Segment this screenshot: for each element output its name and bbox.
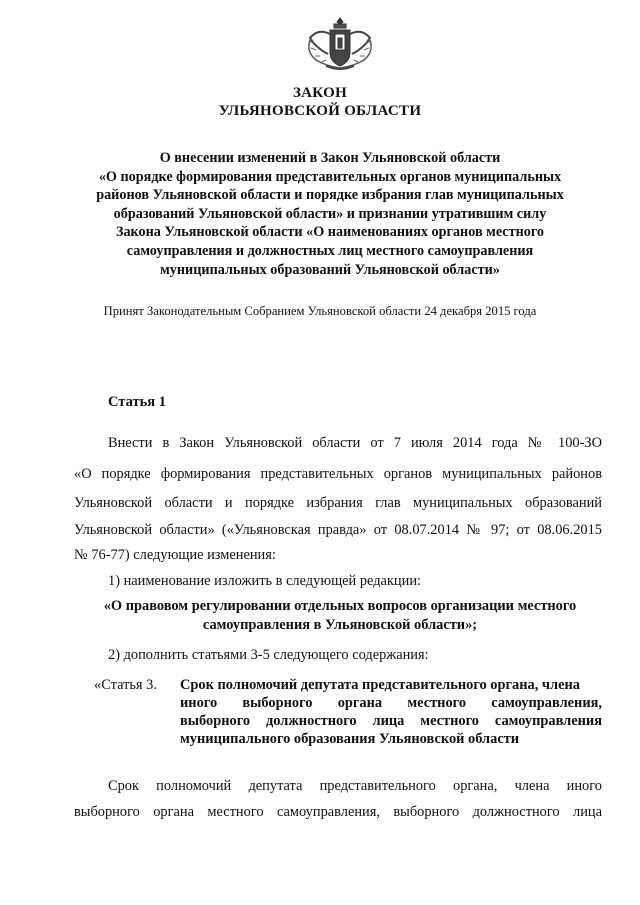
heading-line: самоуправления и должностных лиц местного самоуправления	[126, 242, 534, 259]
item-2: 2) дополнить статьями 3-5 следующего содержания:	[108, 647, 429, 663]
paragraph-line: Внести в Закон Ульяновской области от 7 июля 2014 года № 100-ЗО	[108, 435, 602, 451]
law-title	[0, 84, 640, 120]
heading-line: муниципальных образований Ульяновской области»	[160, 261, 500, 278]
law-heading	[70, 149, 590, 279]
paragraph-line: № 76-77) следующие изменения:	[74, 547, 276, 563]
law-title-line-2: УЛЬЯНОВСКОЙ ОБЛАСТИ	[218, 103, 422, 119]
law-title-line-1: ЗАКОН	[292, 85, 348, 101]
article-3-title-line: выборного должностного лица местного самоуправления	[180, 713, 602, 729]
item-1: 1) наименование изложить в следующей редакции:	[108, 573, 422, 589]
heading-line: районов Ульяновской области и порядке избрания глав муниципальных	[96, 187, 564, 204]
item-1-text-line: «О правовом регулировании отдельных вопросов организации местного	[103, 598, 577, 614]
heading-line: Закона Ульяновской области «О наименованиях органов местного	[115, 224, 545, 241]
paragraph-line: выборного органа местного самоуправления, выборного должностного лица	[74, 804, 602, 820]
heading-line: О внесении изменений в Закон Ульяновской области	[159, 150, 501, 166]
paragraph-line: «О порядке формирования представительных органов муниципальных районов	[74, 466, 602, 482]
item-1-text-line: самоуправления в Ульяновской области»;	[202, 617, 478, 633]
heading-line: «О порядке формирования представительных органов муниципальных	[98, 168, 562, 185]
coat-of-arms-emblem-icon	[300, 14, 380, 72]
paragraph-line: Срок полномочий депутата представительного органа, члена иного	[108, 778, 602, 794]
article-3-title-line: Срок полномочий депутата представительного органа, члена	[180, 677, 580, 693]
heading-line: образований Ульяновской области» и признании утратившим силу	[113, 205, 547, 222]
article-3-title-line: муниципального образования Ульяновской области	[180, 731, 520, 747]
paragraph-line: Ульяновской области» («Ульяновская правда» от 08.07.2014 № 97; от 08.06.2015	[74, 522, 602, 538]
adoption-note: Принят Законодательным Собранием Ульяновской области 24 декабря 2015 года	[103, 304, 537, 318]
paragraph-line: Ульяновской области и порядке избрания глав муниципальных образований	[74, 495, 602, 511]
article-1-title: Статья 1	[108, 394, 166, 410]
article-3-title-line: иного выборного органа местного самоуправления,	[180, 695, 602, 711]
article-3-label: «Статья 3.	[94, 677, 157, 693]
